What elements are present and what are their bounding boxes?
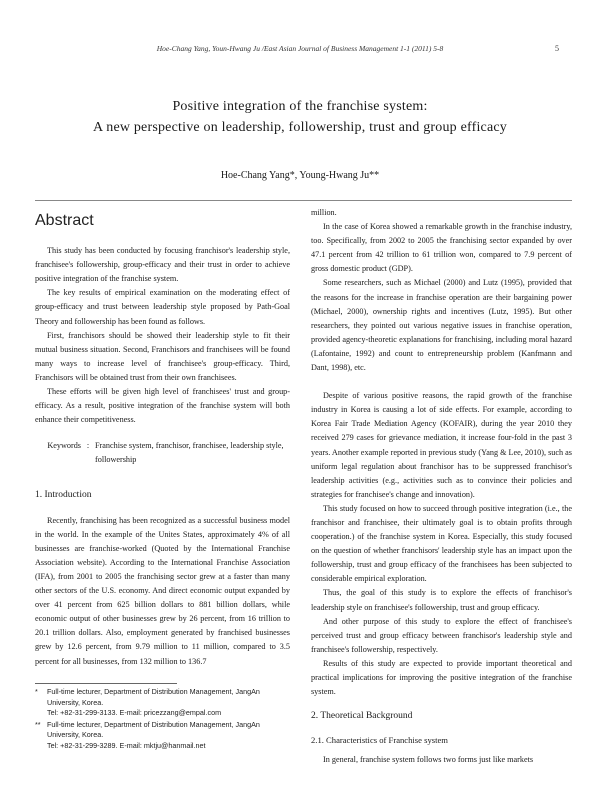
footnote (35, 687, 290, 719)
paper-title (0, 96, 600, 138)
body-paragraph: Thus, the goal of this study is to explore the effects of franchisor's leadership style on franchisee's followership, trust and group efficacy. (311, 588, 572, 612)
introduction-paragraph: Recently, franchising has been recognized as a successful business model in the world. In the example of the Unites States, approximately 4% of all businesses are franchise-worked (Quoted by the International Franchise Association website). According to the International Franchise Association (IFA), from 2001 to 2005 the franchising sector grew at a faster than many other sectors of the U.S. economy. And direct economic output expanded by over 41 percent from 625 billion dollars to 881 billion dollars, while economic output of other businesses grew by 26 percent, from 16 trillion to 20.1 trillion dollars. Also, employment generated by franchised businesses grew by 12.6 percent, from 9.79 million to 11 million, compared to 3.5 percent for all businesses, from 132 million to 136.7 (35, 515, 290, 666)
footnote-mark: ** (35, 719, 41, 729)
body-paragraph: In general, franchise system follows two forms just like markets (323, 755, 534, 765)
title-line-1: Positive integration of the franchise system: (172, 99, 428, 114)
left-column (35, 206, 290, 669)
paragraph-gap (311, 375, 572, 389)
page-number: 5 (555, 44, 559, 53)
abstract-heading: Abstract (35, 212, 94, 229)
keywords-block (35, 439, 290, 467)
abstract-paragraph: These efforts will be given high level of franchisees' trust and group-efficacy. As a result, positive integration of the franchise system will both enhance their competitiveness. (35, 387, 290, 425)
abstract-paragraph: First, franchisors should be showed their leadership style to fit their mutual business situation. Second, Franchisors and franchisees will be found many ways to increase level of franchisee's group-efficacy. Third, Franchisors will be obtained trust from their own franchisees. (35, 330, 290, 382)
abstract-paragraph: This study has been conducted by focusing franchisor's leadership style, franchisee's followership, group-efficacy and their trust in order to achieve positive integration of the franchise system. (35, 246, 290, 284)
author-line: Hoe-Chang Yang*, Young-Hwang Ju** (220, 170, 380, 181)
continued-text: million. (311, 208, 337, 217)
body-paragraph: Despite of various positive reasons, the rapid growth of the franchise industry in Korea is causing a lot of side effects. For example, according to Korea Fair Trade Mediation Agency (KOFAIR), during the year 2010 they received 279 cases for grievance mediation, it increase four-fold in the past 3 years. Another example reported in previous study (Yang & Lee, 2010), such as uniform legal regulation about franchisor has to be suppressed franchisor's leadership activities (e.g., activities such as to convince their policies and strategies for franchisee's change and innovation). (311, 391, 572, 499)
footnote-body (47, 687, 290, 719)
body-paragraph: Results of this study are expected to provide important theoretical and practical implications for improving the positive integration of the franchise system. (311, 658, 572, 697)
footnote-line: Tel: +82-31-299-3289. E-mail: mktju@hanmail.net (47, 740, 206, 750)
header-divider (35, 200, 572, 201)
footnote-line: Full-time lecturer, Department of Distribution Management, JangAn University, Korea. (47, 687, 260, 707)
footnote-mark: * (35, 687, 38, 696)
body-paragraph: In the case of Korea showed a remarkable growth in the franchise industry, too. Specifically, from 2002 to 2005 the franchising sector expanded by over 47.1 percent from 42 trillion to 61 trillion won, compared to 7.9 percent of gross domestic product (GDP). (311, 222, 572, 274)
section-2-heading: 2. Theoretical Background (311, 711, 413, 722)
title-line-2: A new perspective on leadership, followership, trust and group efficacy (93, 120, 507, 135)
footnotes (35, 687, 290, 753)
abstract-paragraph: The key results of empirical examination on the moderating effect of group-efficacy and trust between leadership style proposed by Path-Goal Theory and followership has been found as follows. (35, 288, 290, 326)
introduction-heading: 1. Introduction (35, 489, 92, 500)
footnote-line: Tel: +82-31-299-3133. E-mail: pricezzang@empal.com (47, 708, 222, 718)
right-column (311, 206, 572, 767)
keywords-label: Keywords (47, 441, 81, 451)
footnote-line: Full-time lecturer, Department of Distribution Management, JangAn University, Korea. (47, 719, 260, 740)
keywords-separator: : (86, 441, 90, 451)
body-paragraph: And other purpose of this study to explore the effect of franchisee's perceived trust and group efficacy between franchisor's leadership style and franchisee's followership, respectively. (311, 616, 572, 654)
keywords-list: Franchise system, franchisor, franchisee, leadership style, followership (95, 441, 284, 465)
running-head: Hoe-Chang Yang, Youn-Hwang Ju /East Asian Journal of Business Management 1-1 (2011) 5-8 (156, 44, 444, 53)
footnote-divider (35, 683, 177, 684)
body-paragraph: Some researchers, such as Michael (2000) and Lutz (1995), provided that the reasons for the increase in franchise operation are their bargaining power (Michael, 2000), ownership rights and incentives (Lutz, 1995). But other researchers, they pointed out various negative issues in franchise operation, provided agency-theoretic explanations for franchising, including moral hazard (Lafontaine, 1992) and count to entrepreneurship problem (Kanfmann and Dant, 1998), etc. (311, 278, 572, 373)
footnote-body (47, 720, 290, 752)
subsection-2-1-heading: 2.1. Characteristics of Franchise system (311, 735, 448, 746)
footnote (35, 720, 290, 752)
body-paragraph: This study focused on how to succeed through positive integration (i.e., the franchisor and franchisee, their ultimately goal is to obtain profits through cooperation.) of the franchise system in Korea. Especially, this study focused on the question of whether franchisors' leadership style has an impact upon the followership, trust and group efficacy of the franchisees has been subjected to considerable empirical exploration. (311, 503, 572, 584)
